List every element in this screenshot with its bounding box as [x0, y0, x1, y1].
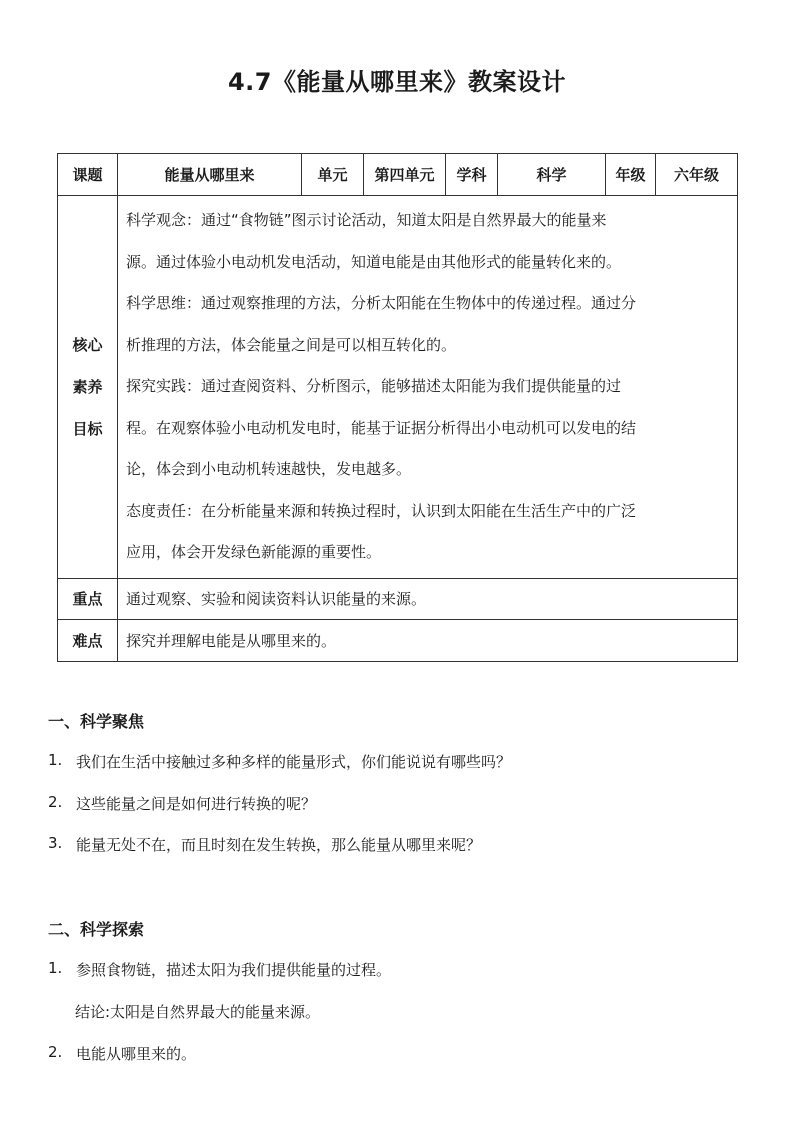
key-point-text: 通过观察、实验和阅读资料认识能量的来源。	[118, 578, 738, 619]
lesson-info-table	[57, 153, 738, 662]
list-item	[48, 959, 391, 980]
goals-line: 程。在观察体验小电动机发电时，能基于证据分析得出小电动机可以发电的结	[126, 418, 637, 437]
key-point-row	[58, 578, 738, 619]
list-item-text: 我们在生活中接触过多种多样的能量形式，你们能说说有哪些吗？	[76, 753, 512, 771]
list-item-number: 1.	[48, 751, 63, 769]
grade-value: 六年级	[656, 154, 738, 196]
list-item	[48, 1043, 196, 1064]
goals-line: 态度责任：在分析能量来源和转换过程时，认识到太阳能在生活生产中的广泛	[126, 501, 637, 520]
goals-line: 应用，体会开发绿色新能源的重要性。	[126, 543, 382, 561]
key-point-label: 重点	[58, 578, 118, 619]
unit-value: 第四单元	[364, 154, 446, 196]
list-item-number: 2.	[48, 793, 63, 811]
topic-value: 能量从哪里来	[118, 154, 302, 196]
document-title: 4.7《能量从哪里来》教案设计	[227, 68, 566, 96]
difficulty-text: 探究并理解电能是从哪里来的。	[118, 619, 738, 661]
goals-label-line: 核心	[72, 335, 103, 354]
goals-label-line: 素养	[72, 377, 103, 396]
grade-label: 年级	[606, 154, 656, 196]
list-item	[48, 834, 481, 855]
topic-label: 课题	[58, 154, 118, 196]
subject-label: 学科	[446, 154, 498, 196]
goals-line: 析推理的方法，体会能量之间是可以相互转化的。	[126, 335, 457, 354]
unit-label: 单元	[302, 154, 364, 196]
list-item-text: 参照食物链，描述太阳为我们提供能量的过程。	[76, 961, 392, 979]
goals-line: 探究实践：通过查阅资料、分析图示，能够描述太阳能为我们提供能量的过	[126, 377, 622, 395]
goals-label	[58, 196, 118, 579]
difficulty-row	[58, 619, 738, 661]
list-item-text: 能量无处不在，而且时刻在发生转换，那么能量从哪里来呢？	[76, 836, 482, 854]
goals-line: 论，体会到小电动机转速越快，发电越多。	[126, 460, 412, 478]
goals-line: 科学思维：通过观察推理的方法，分析太阳能在生物体中的传递过程。通过分	[126, 294, 637, 312]
list-item-number: 3.	[48, 834, 63, 852]
section-heading-explore: 二、科学探索	[48, 920, 145, 939]
list-item	[48, 751, 511, 772]
goals-label-line: 目标	[72, 419, 103, 438]
table-header-row	[58, 154, 738, 196]
difficulty-label: 难点	[58, 619, 118, 661]
list-item-number: 1.	[48, 959, 63, 977]
list-item-number: 2.	[48, 1043, 63, 1061]
list-item	[48, 793, 316, 814]
goals-line: 科学观念：通过“食物链”图示讨论活动，知道太阳是自然界最大的能量来	[126, 211, 607, 229]
subject-value: 科学	[498, 154, 606, 196]
list-item-text: 电能从哪里来的。	[76, 1045, 197, 1063]
list-item-text: 这些能量之间是如何进行转换的呢？	[76, 795, 317, 813]
goals-line: 源。通过体验小电动机发电活动，知道电能是由其他形式的能量转化来的。	[126, 252, 622, 271]
goals-row	[58, 196, 738, 579]
section-heading-focus: 一、科学聚焦	[48, 712, 145, 731]
goals-content	[118, 196, 738, 579]
conclusion-text: 结论:太阳是自然界最大的能量来源。	[75, 1003, 321, 1021]
